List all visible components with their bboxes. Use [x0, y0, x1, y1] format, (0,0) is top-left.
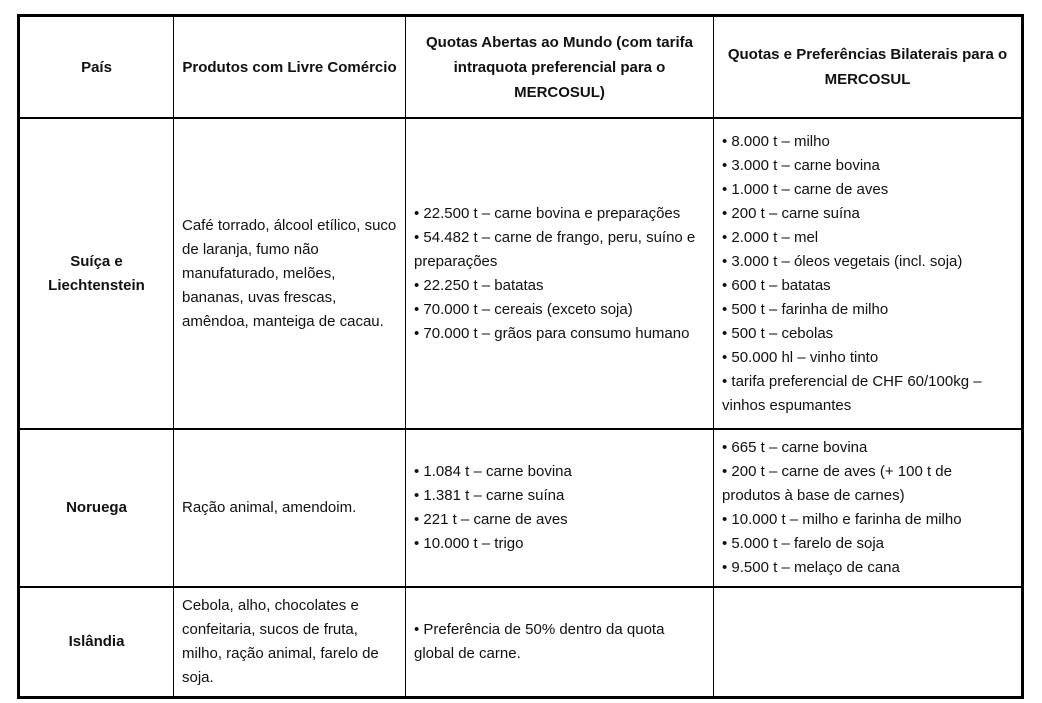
world-quotas-list	[406, 587, 714, 698]
country-name: Suíça e Liechtenstein	[19, 118, 174, 429]
country-name: Islândia	[19, 587, 174, 698]
bullet-item: • 2.000 t – mel	[722, 228, 819, 246]
header-bilateral-quotas: Quotas e Preferências Bilaterais para o MERCOSUL	[714, 16, 1023, 119]
bullet-item: • 22.250 t – batatas	[414, 276, 544, 294]
world-quotas-list	[406, 118, 714, 429]
bullet-item: • 9.500 t – melaço de cana	[722, 559, 900, 576]
bilateral-quotas-list	[714, 587, 1023, 698]
free-trade-products: Café torrado, álcool etílico, suco de laranja, fumo não manufaturado, melões, bananas, uvas frescas, amêndoa, manteiga de cacau.	[174, 118, 406, 429]
bullet-item: • 3.000 t – óleos vegetais (incl. soja)	[722, 252, 963, 270]
table-row-norway	[19, 429, 1023, 587]
bilateral-quotas-list	[714, 118, 1023, 429]
bullet-item: • 50.000 hl – vinho tinto	[722, 348, 879, 366]
bullet-item: • 54.482 t – carne de frango, peru, suíno e preparações	[414, 228, 696, 270]
bullet-item: • 1.000 t – carne de aves	[722, 180, 889, 198]
bullet-item: • 221 t – carne de aves	[414, 511, 568, 528]
header-row	[19, 16, 1023, 119]
bullet-item: • 1.084 t – carne bovina	[414, 463, 572, 480]
bullet-item: • 500 t – farinha de milho	[722, 300, 889, 318]
bullet-item: • 3.000 t – carne bovina	[722, 156, 880, 174]
bullet-item: • 22.500 t – carne bovina e preparações	[414, 204, 681, 222]
country-name: Noruega	[19, 429, 174, 587]
bullet-item: • 200 t – carne de aves (+ 100 t de produtos à base de carnes)	[722, 463, 952, 504]
bullet-item: • 500 t – cebolas	[722, 324, 834, 342]
free-trade-products: Ração animal, amendoim.	[174, 429, 406, 587]
bullet-item: • 8.000 t – milho	[722, 132, 830, 150]
bullet-item: • 600 t – batatas	[722, 276, 831, 294]
bullet-item: • 10.000 t – milho e farinha de milho	[722, 511, 962, 528]
header-country: País	[19, 16, 174, 119]
header-free-trade-products: Produtos com Livre Comércio	[174, 16, 406, 119]
bullet-item: • Preferência de 50% dentro da quota global de carne.	[414, 621, 665, 662]
bullet-item: • tarifa preferencial de CHF 60/100kg – vinhos espumantes	[722, 372, 982, 414]
table-row-iceland	[19, 587, 1023, 698]
world-quotas-list	[406, 429, 714, 587]
bullet-item: • 1.381 t – carne suína	[414, 487, 565, 504]
table-row-switzerland-liechtenstein	[19, 118, 1023, 429]
header-world-quotas: Quotas Abertas ao Mundo (com tarifa intraquota preferencial para o MERCOSUL)	[406, 16, 714, 119]
bullet-item: • 5.000 t – farelo de soja	[722, 535, 885, 552]
free-trade-products: Cebola, alho, chocolates e confeitaria, sucos de fruta, milho, ração animal, farelo de soja.	[174, 587, 406, 698]
bullet-item: • 200 t – carne suína	[722, 204, 860, 222]
bullet-item: • 10.000 t – trigo	[414, 535, 524, 552]
bullet-item: • 70.000 t – grãos para consumo humano	[414, 324, 690, 342]
bilateral-quotas-list	[714, 429, 1023, 587]
trade-agreements-table	[17, 14, 1024, 699]
bullet-item: • 665 t – carne bovina	[722, 439, 868, 456]
bullet-item: • 70.000 t – cereais (exceto soja)	[414, 300, 633, 318]
